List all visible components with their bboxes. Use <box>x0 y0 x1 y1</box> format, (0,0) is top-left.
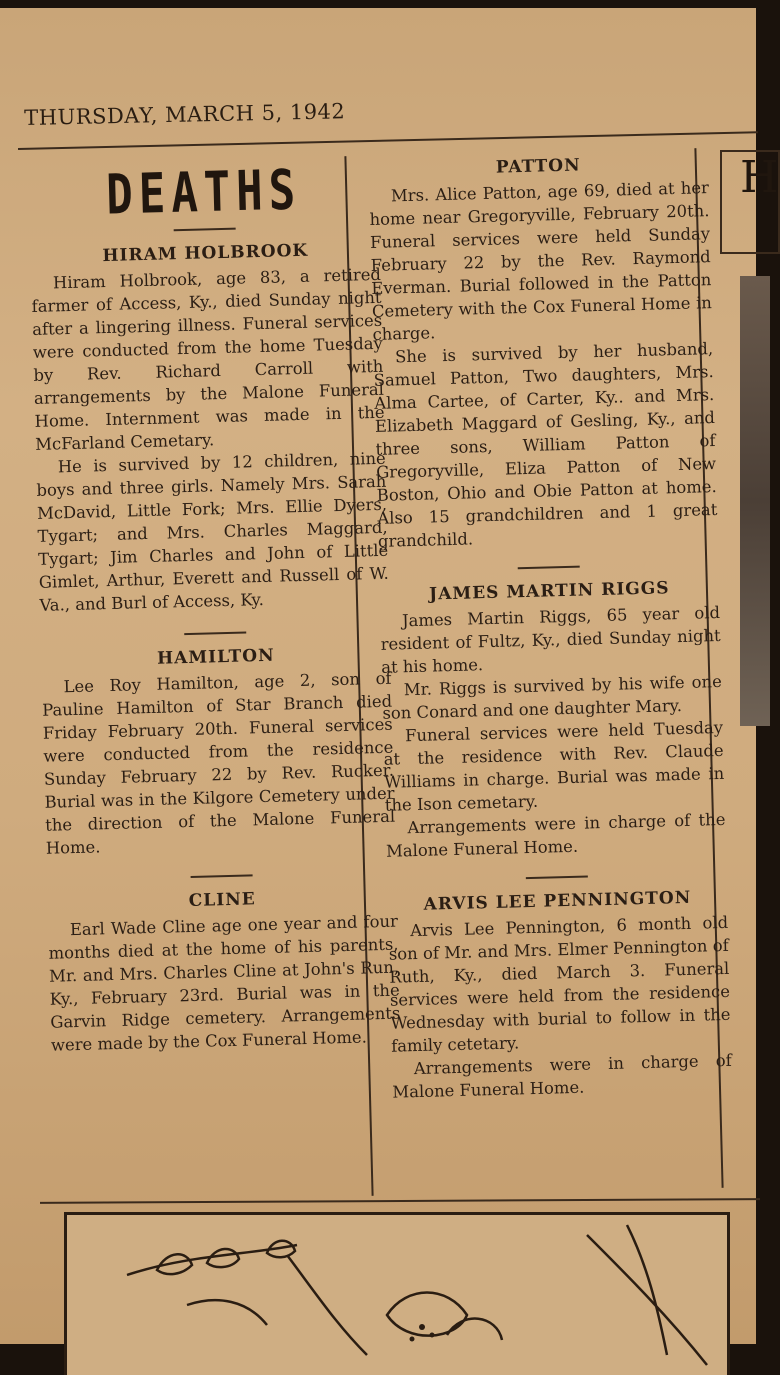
dateline: THURSDAY, MARCH 5, 1942 <box>24 99 346 130</box>
obituary-paragraph: She is survived by her husband, Samuel Patton, Two daughters, Mrs. Alma Cartee, of Carter, Ky.. and Mrs. Elizabeth Maggard of Gesling, Ky., and three sons, William Patton of Gregoryville, Eliza Patton of New Boston, Ohio and Obie Patton at home. Also 15 grandchildren and 1 great grandchild. <box>373 339 718 551</box>
separator <box>174 228 236 232</box>
left-column <box>28 159 401 1057</box>
obituary-cline <box>47 885 401 1057</box>
obituary-heading: JAMES MARTIN RIGGS <box>428 578 670 605</box>
obituary-paragraph: James Martin Riggs, 65 year old resident of Fultz, Ky., died Sunday night at his home. <box>380 602 721 677</box>
obituary-paragraph: Lee Roy Hamilton, age 2, son of Pauline Hamilton of Star Branch died Friday February 20th. Funeral services were conducted from the residence Sunday February 22 by Rev. Rucker. Burial was in the Kilgore Cemetery under the direction of the Malone Funeral Home. <box>41 668 396 858</box>
obituary-paragraph: Funeral services were held Tuesday at the residence with Rev. Claude Williams in charge. Burial was made in the Ison cemetary. <box>383 717 725 815</box>
separator <box>518 566 580 570</box>
adjacent-photo <box>740 276 770 726</box>
obituary-heading: PATTON <box>495 155 581 178</box>
floral-illustration <box>67 1215 727 1375</box>
obituary-heading: HAMILTON <box>156 645 275 669</box>
deaths-header: DEATHS <box>105 158 302 228</box>
obituary-pennington <box>387 886 732 1104</box>
obituary-heading: CLINE <box>188 889 256 912</box>
right-column <box>368 151 733 1104</box>
illustration-frame <box>64 1212 730 1375</box>
obituary-patton <box>368 151 718 553</box>
separator <box>184 631 246 635</box>
obituary-paragraph: Hiram Holbrook, age 83, a retired farmer of Access, Ky., died Sunday night after a lingering illness. Funeral services were conducted from the home Tuesday by Rev. Richard Carroll with arrangements by the Malone Funeral Home. Internment was made in the McFarland Cemetary. <box>31 264 385 454</box>
obituary-paragraph: He is survived by 12 children, nine boys and three girls. Namely Mrs. Sarah McDavid, Little Fork; Mrs. Ellie Dyers, Tygart; and Mrs. Charles Maggard, Tygart; Jim Charles and John of Little Gimlet, Arthur, Everett and Russell of W. Va., and Burl of Access, Ky. <box>36 448 389 615</box>
obituary-paragraph: Mrs. Alice Patton, age 69, died at her home near Gregoryville, February 20th. Funeral services were held Sunday February 22 by the Rev. Raymond Everman. Burial followed in the Patton Cemetery with the Cox Funeral Home in charge. <box>369 178 713 344</box>
obituary-heading: HIRAM HOLBROOK <box>102 240 309 267</box>
newspaper-page <box>0 8 779 1344</box>
separator <box>191 874 253 878</box>
obituary-paragraph: Mr. Riggs is survived by his wife one son Conard and one daughter Mary. <box>382 671 723 723</box>
bottom-rule <box>40 1198 760 1204</box>
obituary-paragraph: Arvis Lee Pennington, 6 month old son of Mr. and Mrs. Elmer Pennington of Ruth, Ky., died March 3. Funeral services were held from the residence Wednesday with burial to follow in the family cetetary. <box>388 912 731 1056</box>
obituary-paragraph: Arrangements were in charge of Malone Funeral Home. <box>392 1050 732 1102</box>
obituary-hamilton <box>41 642 396 860</box>
obituary-heading: ARVIS LEE PENNINGTON <box>423 887 692 915</box>
obituary-paragraph: Earl Wade Cline age one year and four months died at the home of his parents, Mr. and Mrs. Charles Cline at John's Run, Ky., February 23rd. Burial was in the Garvin Ridge cemetery. Arrangements were made by the Cox Funeral Home. <box>48 911 401 1055</box>
obituary-paragraph: Arrangements were in charge of the Malone Funeral Home. <box>385 809 726 861</box>
header-rule <box>18 131 758 150</box>
separator <box>526 875 588 879</box>
obituary-riggs <box>379 576 726 863</box>
adjacent-box-headline: H <box>720 150 780 254</box>
obituary-holbrook <box>30 238 390 617</box>
